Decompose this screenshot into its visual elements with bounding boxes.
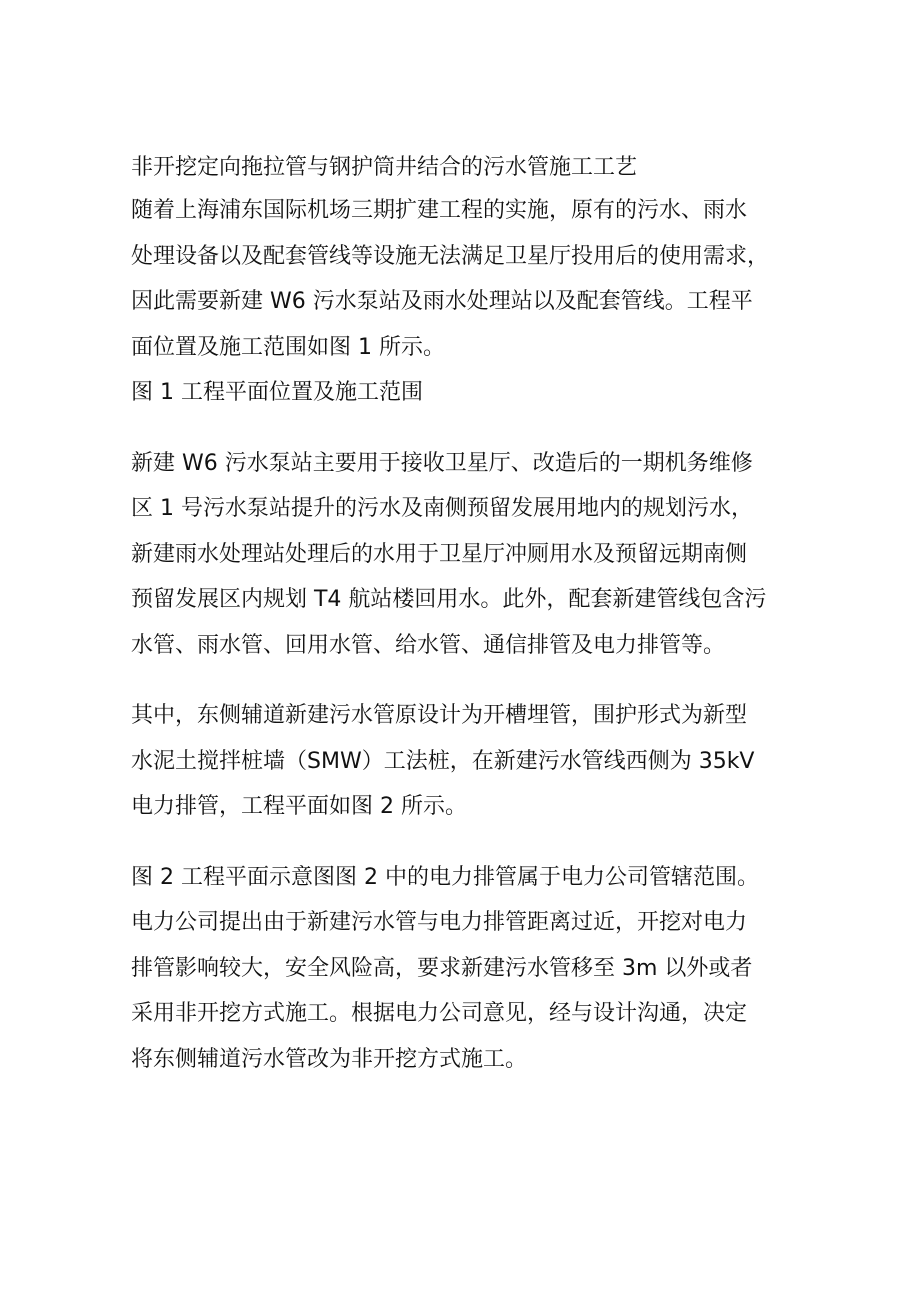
- paragraph-intro: [131, 188, 811, 370]
- text-line: 将东侧辅道污水管改为非开挖方式施工。: [131, 1046, 528, 1072]
- text-line: 采用非开挖方式施工。根据电力公司意见，经与设计沟通，决定: [131, 1001, 748, 1026]
- text-line: 排管影响较大，安全风险高，要求新建污水管移至 3m 以外或者: [131, 955, 753, 981]
- document-title: 非开挖定向拖拉管与钢护筒井结合的污水管施工工艺: [131, 155, 638, 180]
- text-line: 图 1 工程平面位置及施工范围: [131, 380, 423, 405]
- text-line: 其中，东侧辅道新建污水管原设计为开槽埋管，围护形式为新型: [131, 703, 748, 728]
- text-line: 区 1 号污水泵站提升的污水及南侧预留发展用地内的规划污水，: [131, 496, 753, 521]
- text-line: 新建雨水处理站处理后的水用于卫星厅冲厕用水及预留远期南侧: [131, 541, 748, 567]
- text-line: 水管、雨水管、回用水管、给水管、通信排管及电力排管等。: [131, 632, 726, 658]
- text-line: 处理设备以及配套管线等设施无法满足卫星厅投用后的使用需求，: [131, 243, 770, 269]
- text-line: 水泥土搅拌桩墙（SMW）工法桩，在新建污水管线西侧为 35kV: [131, 748, 755, 774]
- paragraph-pump-station: [131, 441, 811, 669]
- text-line: 随着上海浦东国际机场三期扩建工程的实施，原有的污水、雨水: [131, 198, 748, 223]
- text-line: 电力排管，工程平面如图 2 所示。: [131, 794, 467, 819]
- text-line: 因此需要新建 W6 污水泵站及雨水处理站以及配套管线。工程平: [131, 289, 753, 314]
- paragraph-power-company: [131, 855, 811, 1083]
- text-line: 面位置及施工范围如图 1 所示。: [131, 334, 445, 360]
- text-line: 图 2 工程平面示意图图 2 中的电力排管属于电力公司管辖范围。: [131, 864, 759, 890]
- text-line: 电力公司提出由于新建污水管与电力排管距离过近，开挖对电力: [131, 910, 748, 935]
- paragraph-east-road: [131, 693, 811, 830]
- document-body: [131, 148, 811, 1082]
- text-line: 新建 W6 污水泵站主要用于接收卫星厅、改造后的一期机务维修: [131, 450, 753, 476]
- text-line: 预留发展区内规划 T4 航站楼回用水。此外，配套新建管线包含污: [131, 587, 767, 612]
- figure-1-caption: [131, 370, 811, 416]
